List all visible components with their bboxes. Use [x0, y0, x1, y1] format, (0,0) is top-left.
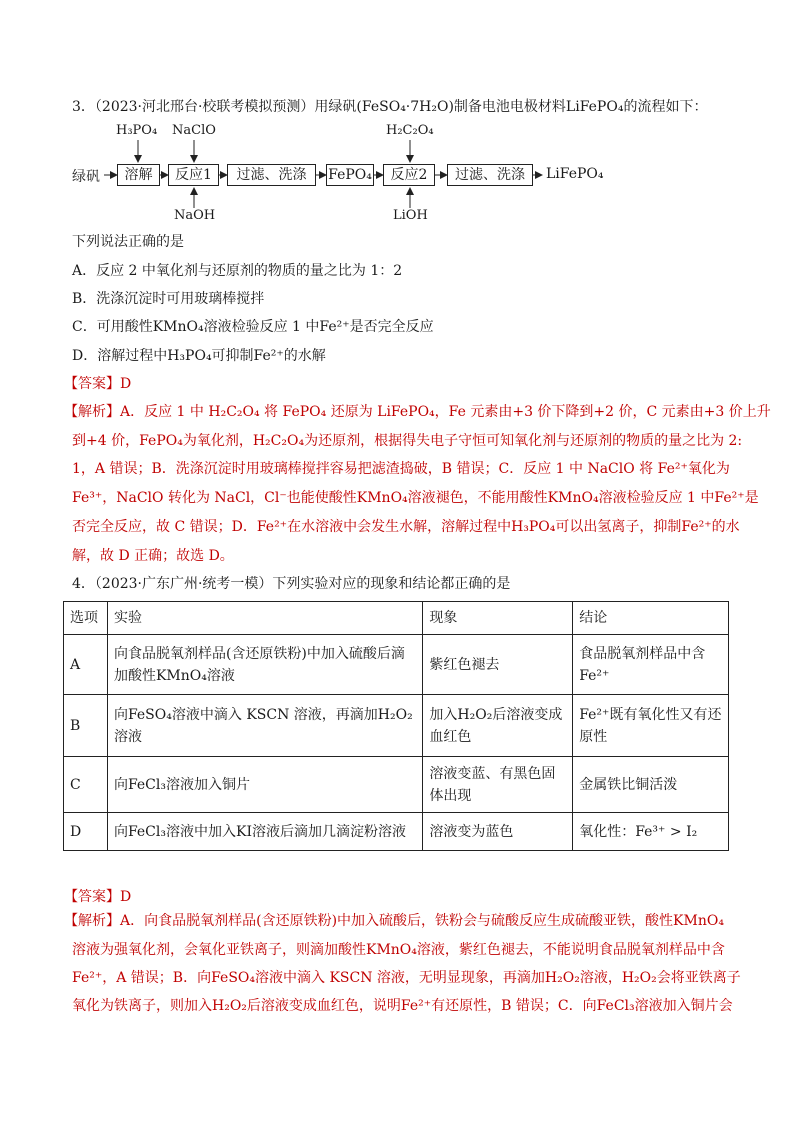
q3-analysis-line: 否完全反应，故 C 错误；D．Fe²⁺在水溶液中会发生水解，溶解过程中H₃PO₄可以出氢离子，抑制Fe²⁺的水 [72, 519, 740, 535]
table-cell-experiment: 向FeCl₃溶液加入铜片 [107, 757, 422, 813]
table-cell-option: C [64, 757, 108, 813]
q4-analysis-line: 溶液为强氧化剂，会氧化亚铁离子，则滴加酸性KMnO₄溶液，紫红色褪去，不能说明食品脱氧剂样品中含 [72, 942, 725, 958]
table-cell-phenomenon: 紫红色褪去 [423, 635, 573, 695]
table-row [64, 757, 729, 813]
q4-analysis-line: 氧化为铁离子，则加入H₂O₂后溶液变成血红色，说明Fe²⁺有还原性，B 错误；C．向FeCl₃溶液加入铜片会 [72, 998, 733, 1014]
q3-option-b: B．洗涤沉淀时可用玻璃棒搅拌 [72, 291, 265, 307]
table-cell-option: B [64, 695, 108, 757]
table-cell-phenomenon: 溶液变为蓝色 [423, 813, 573, 851]
flow-end: LiFePO₄ [546, 166, 604, 182]
flow-box-filter1: 过滤、洗涤 [227, 164, 316, 186]
table-cell-phenomenon: 加入H₂O₂后溶液变成血红色 [423, 695, 573, 757]
flow-box-fepo4: FePO₄ [326, 164, 374, 186]
flow-box-filter2: 过滤、洗涤 [447, 164, 533, 186]
q3-answer: 【答案】D [64, 376, 132, 392]
q3-analysis-line: 解，故 D 正确；故选 D。 [72, 548, 234, 564]
q3-intro: 3．（2023·河北邢台·校联考模拟预测）用绿矾(FeSO₄·7H₂O)制备电池电极材料LiFePO₄的流程如下： [72, 99, 708, 115]
table-cell-conclusion: 食品脱氧剂样品中含Fe²⁺ [573, 635, 729, 695]
flow-input-lioh: LiOH [393, 208, 428, 223]
q4-answer: 【答案】D [64, 889, 132, 905]
table-row [64, 635, 729, 695]
table-cell-phenomenon: 溶液变蓝、有黑色固体出现 [423, 757, 573, 813]
q3-analysis-line: 1，A 错误；B．洗涤沉淀时用玻璃棒搅拌容易把滤渣捣破，B 错误；C．反应 1 中 NaClO 将 Fe²⁺氧化为 [72, 461, 730, 477]
flow-box-dissolve: 溶解 [117, 164, 160, 186]
q4-analysis-line: Fe²⁺，A 错误；B．向FeSO₄溶液中滴入 KSCN 溶液，无明显现象，再滴加H₂O₂溶液，H₂O₂会将亚铁离子 [72, 970, 741, 986]
q3-option-a: A．反应 2 中氧化剂与还原剂的物质的量之比为 1：2 [72, 263, 403, 279]
table-header-cell: 选项 [64, 602, 108, 635]
table-row [64, 695, 729, 757]
q3-analysis-line: 【解析】A．反应 1 中 H₂C₂O₄ 将 FePO₄ 还原为 LiFePO₄，Fe 元素由+3 价下降到+2 价，C 元素由+3 价上升 [64, 404, 771, 420]
flow-input-naclo: NaClO [172, 123, 216, 138]
table-cell-option: A [64, 635, 108, 695]
table-header-cell: 实验 [107, 602, 422, 635]
table-cell-experiment: 向FeCl₃溶液中加入KI溶液后滴加几滴淀粉溶液 [107, 813, 422, 851]
flow-box-reaction1: 反应1 [168, 164, 219, 186]
q3-option-d: D．溶解过程中H₃PO₄可抑制Fe²⁺的水解 [72, 348, 326, 364]
flow-input-h2c2o4: H₂C₂O₄ [386, 123, 434, 138]
q3-stem: 下列说法正确的是 [72, 234, 184, 250]
table-cell-conclusion: 氧化性：Fe³⁺ > I₂ [573, 813, 729, 851]
q4-intro: 4．（2023·广东广州·统考一模）下列实验对应的现象和结论都正确的是 [72, 576, 511, 592]
q3-analysis-line: Fe³⁺，NaClO 转化为 NaCl，Cl⁻也能使酸性KMnO₄溶液褪色，不能用酸性KMnO₄溶液检验反应 1 中Fe²⁺是 [72, 490, 759, 506]
table-cell-option: D [64, 813, 108, 851]
flow-input-naoh: NaOH [174, 208, 216, 223]
flow-arrows [0, 0, 794, 230]
flow-start: 绿矾 [72, 169, 100, 185]
flow-input-h3po4: H₃PO₄ [116, 123, 158, 138]
table-cell-experiment: 向食品脱氧剂样品(含还原铁粉)中加入硫酸后滴加酸性KMnO₄溶液 [107, 635, 422, 695]
table-cell-conclusion: Fe²⁺既有氧化性又有还原性 [573, 695, 729, 757]
table-cell-conclusion: 金属铁比铜活泼 [573, 757, 729, 813]
table-cell-experiment: 向FeSO₄溶液中滴入 KSCN 溶液，再滴加H₂O₂溶液 [107, 695, 422, 757]
q3-analysis-line: 到+4 价，FePO₄为氧化剂，H₂C₂O₄为还原剂，根据得失电子守恒可知氧化剂与还原剂的物质的量之比为 2: [72, 433, 743, 449]
q4-analysis-line: 【解析】A．向食品脱氧剂样品(含还原铁粉)中加入硫酸后，铁粉会与硫酸反应生成硫酸亚铁，酸性KMnO₄ [64, 913, 724, 929]
table-header-cell: 现象 [423, 602, 573, 635]
experiment-table [63, 601, 729, 851]
table-row [64, 813, 729, 851]
q3-option-c: C．可用酸性KMnO₄溶液检验反应 1 中Fe²⁺是否完全反应 [72, 319, 434, 335]
flow-box-reaction2: 反应2 [383, 164, 435, 186]
table-header-row [64, 602, 729, 635]
table-header-cell: 结论 [573, 602, 729, 635]
